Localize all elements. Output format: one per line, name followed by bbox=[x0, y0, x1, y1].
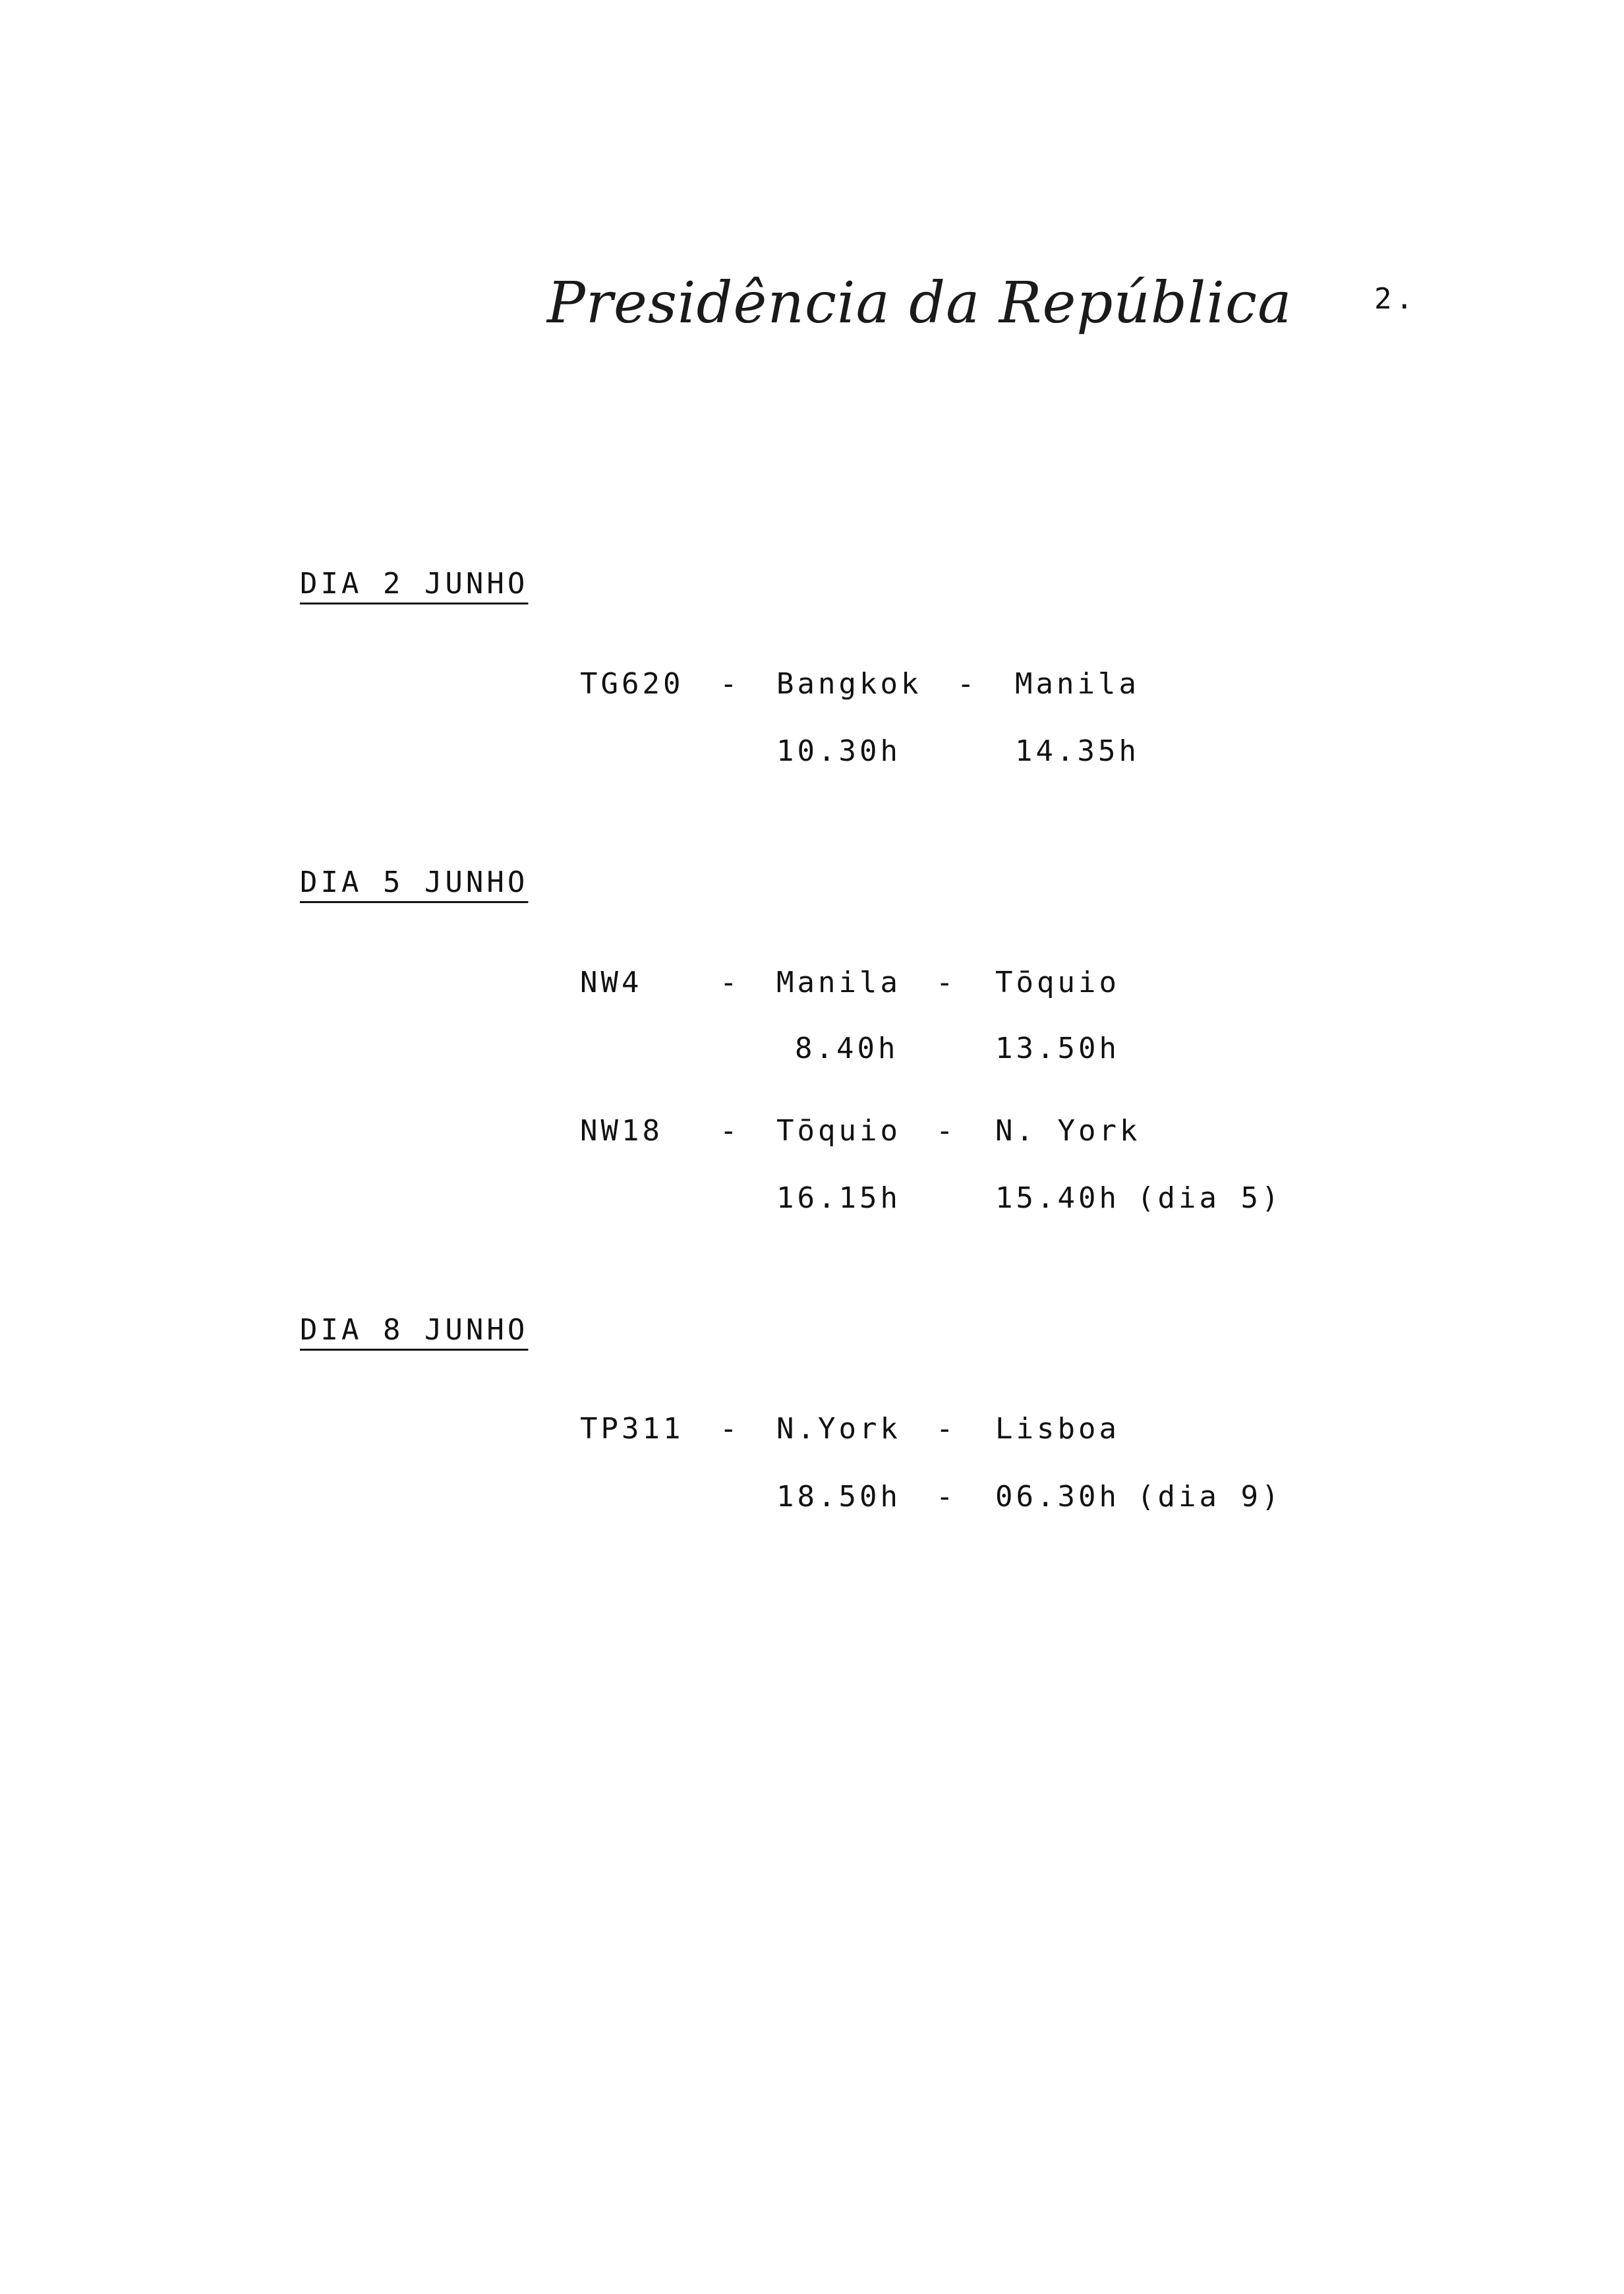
arrival-day-note: (dia 5) bbox=[1137, 1181, 1283, 1215]
departure-time: 8.40h bbox=[795, 1032, 899, 1065]
arrival-time: 15.40h bbox=[995, 1181, 1120, 1215]
destination-city: Tōquio bbox=[995, 966, 1120, 999]
destination-city: Lisboa bbox=[995, 1412, 1120, 1446]
letterhead: Presidência da República bbox=[547, 270, 1292, 336]
route-separator: - bbox=[936, 1412, 957, 1446]
day-heading: DIA 2 JUNHO bbox=[300, 567, 529, 601]
origin-city: Tōquio bbox=[776, 1114, 901, 1148]
flight-number: NW4 bbox=[580, 966, 643, 999]
origin-city: Manila bbox=[776, 966, 901, 999]
destination-city: N. York bbox=[995, 1114, 1141, 1148]
arrival-time: 13.50h bbox=[995, 1032, 1120, 1065]
flight-number: TP311 bbox=[580, 1412, 684, 1446]
flight-number: NW18 bbox=[580, 1114, 663, 1148]
route-separator: - bbox=[957, 667, 978, 701]
day-heading: DIA 5 JUNHO bbox=[300, 866, 529, 899]
arrival-day-note: (dia 9) bbox=[1137, 1480, 1283, 1514]
time-separator: - bbox=[936, 1480, 957, 1514]
departure-time: 18.50h bbox=[776, 1480, 901, 1514]
route-separator: - bbox=[720, 1412, 741, 1446]
route-separator: - bbox=[936, 966, 957, 999]
route-separator: - bbox=[720, 667, 741, 701]
route-separator: - bbox=[720, 1114, 741, 1148]
route-separator: - bbox=[720, 966, 741, 999]
arrival-time: 06.30h bbox=[995, 1480, 1120, 1514]
day-heading: DIA 8 JUNHO bbox=[300, 1313, 529, 1347]
destination-city: Manila bbox=[1015, 667, 1140, 701]
origin-city: Bangkok bbox=[776, 667, 922, 701]
page-number: 2. bbox=[1374, 282, 1417, 316]
origin-city: N.York bbox=[776, 1412, 901, 1446]
arrival-time: 14.35h bbox=[1015, 734, 1140, 768]
flight-number: TG620 bbox=[580, 667, 684, 701]
departure-time: 10.30h bbox=[776, 734, 901, 768]
departure-time: 16.15h bbox=[776, 1181, 901, 1215]
route-separator: - bbox=[936, 1114, 957, 1148]
